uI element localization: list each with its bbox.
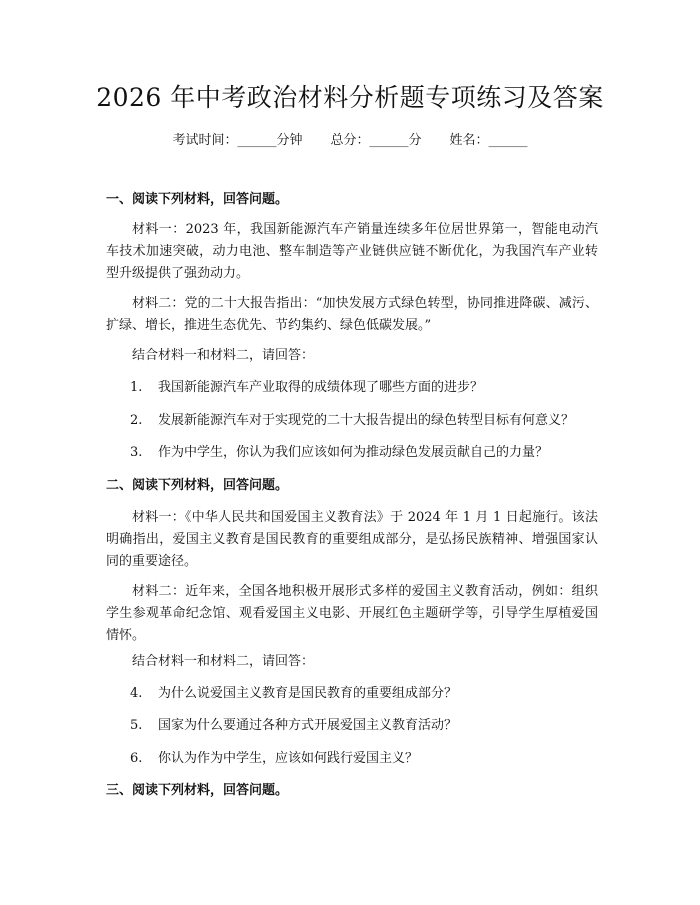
question-text: 我国新能源汽车产业取得的成绩体现了哪些方面的进步？	[158, 380, 484, 395]
question-text: 你认为作为中学生，应该如何践行爱国主义？	[158, 751, 419, 766]
question-text: 国家为什么要通过各种方式开展爱国主义教育活动？	[158, 718, 458, 733]
question-number: 5.	[130, 718, 143, 733]
question-number: 1.	[130, 380, 143, 395]
section-heading-3: 三、阅读下列材料，回答问题。	[106, 783, 289, 798]
question-number: 4.	[130, 686, 143, 701]
question-number: 3.	[130, 445, 143, 460]
question-6	[130, 748, 418, 770]
question-number: 6.	[130, 751, 143, 766]
section-2-material-2: 材料二：近年来，全国各地积极开展形式多样的爱国主义教育活动，例如：组织学生参观革命纪念馆、观看爱国主义电影、开展红色主题研学等，引导学生厚植爱国情怀。	[106, 584, 598, 643]
question-5	[130, 715, 457, 737]
section-1-material-1: 材料一：2023 年，我国新能源汽车产销量连续多年位居世界第一，智能电动汽车技术加速突破，动力电池、整车制造等产业链供应链不断优化，为我国汽车产业转型升级提供了强劲动力。	[106, 222, 598, 281]
question-text: 发展新能源汽车对于实现党的二十大报告提出的绿色转型目标有何意义？	[158, 413, 575, 428]
total-score-field: 总分：______分	[330, 133, 422, 148]
section-2-material-1: 材料一：《中华人民共和国爱国主义教育法》于 2024 年 1 月 1 日起施行。该法明确指出，爱国主义教育是国民教育的重要组成部分，是弘扬民族精神、增强国家认同的重要途径。	[106, 510, 598, 569]
exam-info-line	[0, 129, 700, 153]
question-text: 为什么说爱国主义教育是国民教育的重要组成部分？	[158, 686, 458, 701]
section-heading-1: 一、阅读下列材料，回答问题。	[106, 192, 289, 207]
student-name-field: 姓名：______	[449, 133, 528, 148]
section-1-prompt: 结合材料一和材料二，请回答：	[132, 348, 315, 363]
question-4	[130, 683, 457, 705]
question-2	[130, 410, 574, 432]
section-heading-2: 二、阅读下列材料，回答问题。	[106, 478, 289, 493]
question-number: 2.	[130, 413, 143, 428]
page-title: 2026 年中考政治材料分析题专项练习及答案	[96, 83, 604, 112]
section-1-material-2: 材料二：党的二十大报告指出：“加快发展方式绿色转型，协同推进降碳、减污、扩绿、增长，推进生态优先、节约集约、绿色低碳发展。”	[106, 296, 598, 333]
section-2-prompt: 结合材料一和材料二，请回答：	[132, 654, 315, 669]
question-text: 作为中学生，你认为我们应该如何为推动绿色发展贡献自己的力量？	[158, 445, 549, 460]
question-1	[130, 377, 483, 399]
exam-time-field: 考试时间：______分钟	[172, 133, 303, 148]
question-3	[130, 442, 548, 464]
